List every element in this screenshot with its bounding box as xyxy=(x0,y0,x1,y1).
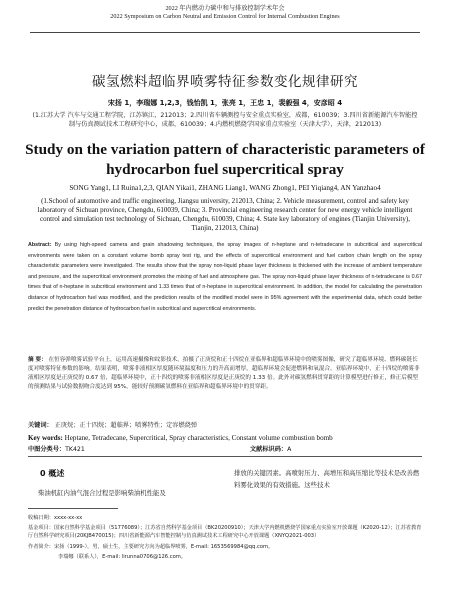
en-abstract-label: Abstract: xyxy=(28,242,52,248)
en-keywords-text: Heptane, Tetradecane, Supercritical, Spray characteristics, Constant volume combustion bomb xyxy=(64,434,333,442)
zh-keywords xyxy=(28,420,422,429)
zh-abstract-text: 在恒容弹喷雾试验平台上，运用高速摄像和纹影技术，拍摄了正庚烷和正十四烷在亚临界和超临界环境中的喷雾图像，研究了超临界环境、燃料碳链长度对喷雾特征参数的影响。结果表明，喷雾非液相区厚度随环境温度和压力的升高而增厚，超临界环境会促进燃料和氧混合。亚临界环境中，正十四烷的喷雾非液相区厚度是正庚烷的 0.67 倍，超临界环境中，正十四烷的喷雾非液相区厚度是正庚烷的 1.33 倍。此外对碳氢燃料贯穿距的计算模型进行修正，修正后模型的预测结果与试验数据吻合度达到 95%，能较好预测碳氢燃料在亚临界和超临界环境中的贯穿距。 xyxy=(28,357,420,390)
footnotes xyxy=(28,513,422,563)
clc-value: TK421 xyxy=(65,446,85,453)
abstract-divider xyxy=(28,456,422,457)
footnote-author: 作者简介：宋扬（1999-），男，硕士生，主要研究方向为超临界喷雾，E-mail: 1653569984@qq.com。 xyxy=(28,543,274,550)
running-header xyxy=(0,5,450,22)
en-authors: SONG Yang1, LI Ruina1,2,3, QIAN Yikai1, ZHANG Liang1, WANG Zhong1, PEI Yiqiang4, AN Yanzhao4 xyxy=(69,184,381,192)
en-keywords xyxy=(28,434,422,443)
zh-affiliation: (1.江苏大学 汽车与交通工程学院，江苏镇江，212013；2.四川省车辆测控与安全重点实验室，成都，610039；3.四川省新能源汽车智能控制与仿真测试技术工程研究中心，成都，610039；4.内燃机燃烧学国家重点实验室（天津大学），天津，212013) xyxy=(32,112,418,129)
zh-keywords-text: 正庚烷；正十四烷；超临界；喷雾特性；定容燃烧弹 xyxy=(54,422,198,429)
body-right-column: 排放的关键因素。高喷射压力、高增压和高压缩比等技术是改善燃料雾化效果的有效措施。这些技术 xyxy=(234,469,420,489)
header-line-en: 2022 Symposium on Carbon Neutral and Emission Control for Internal Combustion Engines xyxy=(110,13,340,21)
zh-authors: 宋扬 1，李瑞娜 1,2,3，钱怡凯 1，张亮 1，王忠 1，裴毅强 4，安彦昭 4 xyxy=(107,99,343,107)
zh-abstract xyxy=(28,356,422,392)
section-heading: 0 概述 xyxy=(40,469,65,478)
footnote-fund: 基金项目：国家自然科学基金项目（51776089）；江苏省自然科学基金项目（BK20200910）；天津大学内燃机燃烧学国家重点实验室开放课题（K2020-12）；江苏省教育厅自然科学研究项目(20KJB470015)；四川省新能源汽车智能控制与仿真测试技术工程研究中心开放课题（XNYQ2021-003） xyxy=(28,524,422,539)
doc-code-field xyxy=(250,446,291,454)
footnote-received: 收稿日期：xxxx-xx-xx xyxy=(28,515,83,521)
header-line-zh: 2022 年内燃动力碳中和与排放控制学术年会 xyxy=(165,5,285,12)
doc-code-value: A xyxy=(287,446,292,453)
en-title: Study on the variation pattern of characteristic parameters of hydrocarbon fuel supercritical spray xyxy=(25,141,425,178)
en-abstract xyxy=(28,240,422,314)
clc-label: 中图分类号： xyxy=(28,446,66,453)
zh-title: 碳氢燃料超临界喷雾特征参数变化规律研究 xyxy=(92,74,358,90)
clc-field xyxy=(28,446,248,454)
zh-keywords-label: 关键词： xyxy=(28,422,53,429)
classification-row xyxy=(28,446,422,454)
doc-code-label: 文献标识码： xyxy=(249,446,288,453)
footnote-corresponding: 李瑞娜（联系人），E-mail: lirunna0706@126.com。 xyxy=(58,554,187,560)
en-abstract-text: By using high-speed camera and grain shadowing techniques, the spray images of n-heptane and n-tetradecane in subcritical and supercritical environments were taken on a constant volume bomb spray test rig, and the effects of supercritical environment and fuel carbon chain length on the spray characteristic parameters were investigated. The results show that the spray non-liquid phase layer thickness is thickened with the increase of ambient temperature and pressure, and the supercritical environment promotes the mixing of fuel and atmosphere gas. The spray non-liquid phase layer thickness of n-tetradecane is 0.67 times that of n-heptane in subcritical environment and 1.33 times that of n-heptane in supercritical environment. In addition, the model for calculating the penetration distance of hydrocarbon fuel was modified, and the prediction results of the modified model were in 95% agreement with the experimental data, which could better predict the penetration distance of hydrocarbon fuel in subcritical and supercritical environments. xyxy=(28,242,422,312)
en-affiliation: (1.School of automotive and traffic engineering, Jiangsu university, 212013, China; 2. Vehicle measurement, control and safety key laboratory of Sichuan province, Chengdu, 610039, China; 3. Provincial engineering research center for new energy vehicle intelligent control and simulation test technology of Sichuan, Chengdu, 610039, China; 4. State key laboratory of engines (Tianjin University), Tianjin, 212013, China) xyxy=(37,197,413,232)
footnote-divider xyxy=(28,508,118,509)
en-keywords-label: Key words: xyxy=(28,434,63,442)
zh-abstract-label: 摘 要： xyxy=(28,357,47,363)
header-divider xyxy=(30,32,420,33)
body-left-column: 柴油机缸内油气混合过程是影响柴油机性能及 xyxy=(38,489,166,497)
